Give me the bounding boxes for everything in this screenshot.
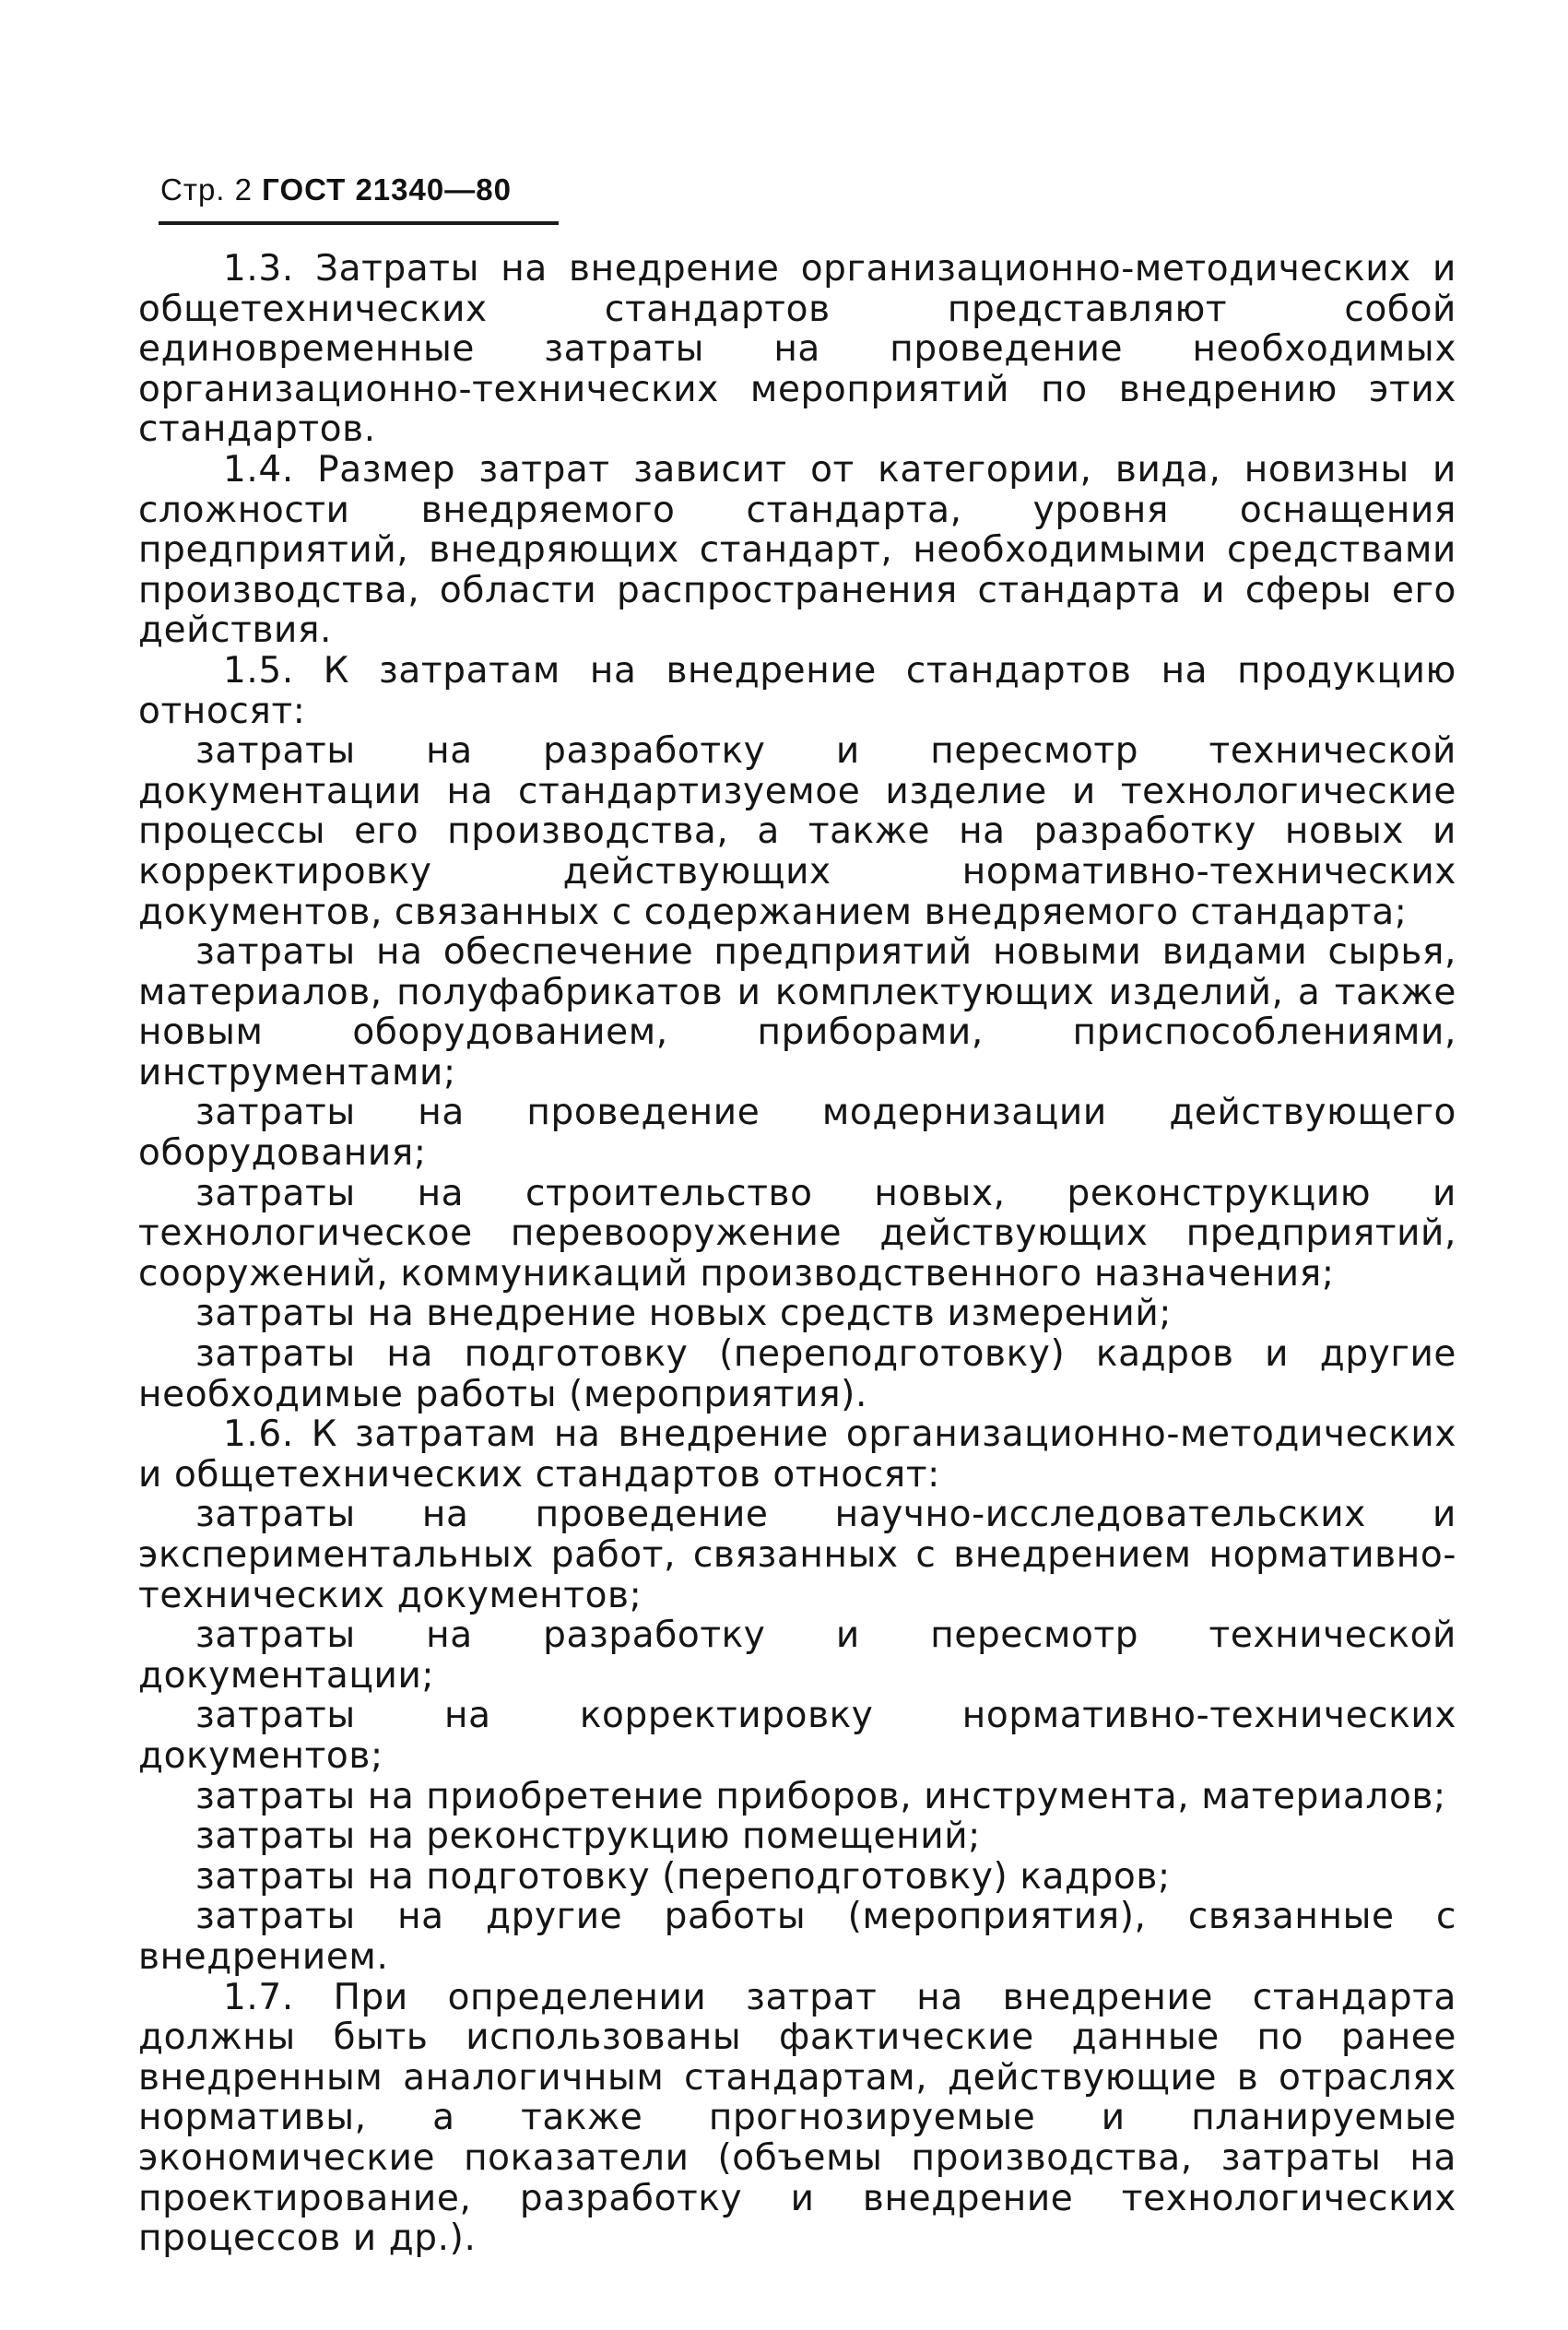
paragraph-1-5: 1.5. К затратам на внедрение стандартов на продукцию относят: [138, 649, 1456, 732]
paragraph-1-4: 1.4. Размер затрат зависит от категории, вида, новизны и сложности внедряемого стандарта, уровня оснащения предприятий, внедряющих стандарт, необходимыми средствами производства, области распространения стандарта и сферы его действия. [138, 448, 1456, 652]
list-item: затраты на внедрение новых средств измерений; [195, 1293, 1173, 1335]
paragraph-1-6: 1.6. К затратам на внедрение организационно-методических и общетехнических стандартов относят: [138, 1413, 1456, 1496]
list-item: затраты на другие работы (мероприятия), связанные с внедрением. [138, 1896, 1456, 1978]
list-item: затраты на реконструкцию помещений; [195, 1816, 981, 1858]
list-item: затраты на проведение научно-исследовательских и экспериментальных работ, связанных с внедрением нормативно-технических документов; [138, 1494, 1456, 1616]
paragraph-1-7: 1.7. При определении затрат на внедрение стандарта должны быть использованы фактические данные по ранее внедренным аналогичным стандартам, действующие в отраслях нормативы, а также прогнозируемые и планируемые экономические показатели (объемы производства, затраты на проектирование, разработку и внедрение технологических процессов и др.). [138, 1976, 1456, 2260]
paragraph-1-3: 1.3. Затраты на внедрение организационно-методических и общетехнических стандартов представляют собой единовременные затраты на проведение необходимых организационно-технических мероприятий по внедрению этих стандартов. [138, 248, 1456, 451]
list-item: затраты на подготовку (переподготовку) кадров; [195, 1855, 1171, 1898]
body-text [138, 249, 1456, 2259]
list-item: затраты на обеспечение предприятий новыми видами сырья, материалов, полуфабрикатов и комплектующих изделий, а также новым оборудованием, приборами, приспособлениями, инструментами; [138, 931, 1456, 1094]
list-item: затраты на корректировку нормативно-технических документов; [138, 1695, 1456, 1777]
list-item: затраты на проведение модернизации действующего оборудования; [138, 1092, 1456, 1175]
list-item: затраты на приобретение приборов, инструмента, материалов; [195, 1775, 1446, 1817]
list-item: затраты на разработку и пересмотр технической документации; [138, 1614, 1456, 1697]
page-header [160, 172, 512, 207]
list-item: затраты на разработку и пересмотр технической документации на стандартизуемое изделие и технологические процессы его производства, а также на разработку новых и корректировку действующих нормативно-технических документов, связанных с содержанием внедряемого стандарта; [138, 730, 1456, 933]
list-item: затраты на строительство новых, реконструкцию и технологическое перевооружение действующих предприятий, сооружений, коммуникаций производственного назначения; [138, 1172, 1456, 1295]
page-number: Стр. 2 [160, 172, 253, 207]
header-rule [159, 221, 559, 225]
standard-code: ГОСТ 21340—80 [262, 172, 512, 207]
list-item: затраты на подготовку (переподготовку) кадров и другие необходимые работы (мероприятия). [138, 1333, 1456, 1415]
